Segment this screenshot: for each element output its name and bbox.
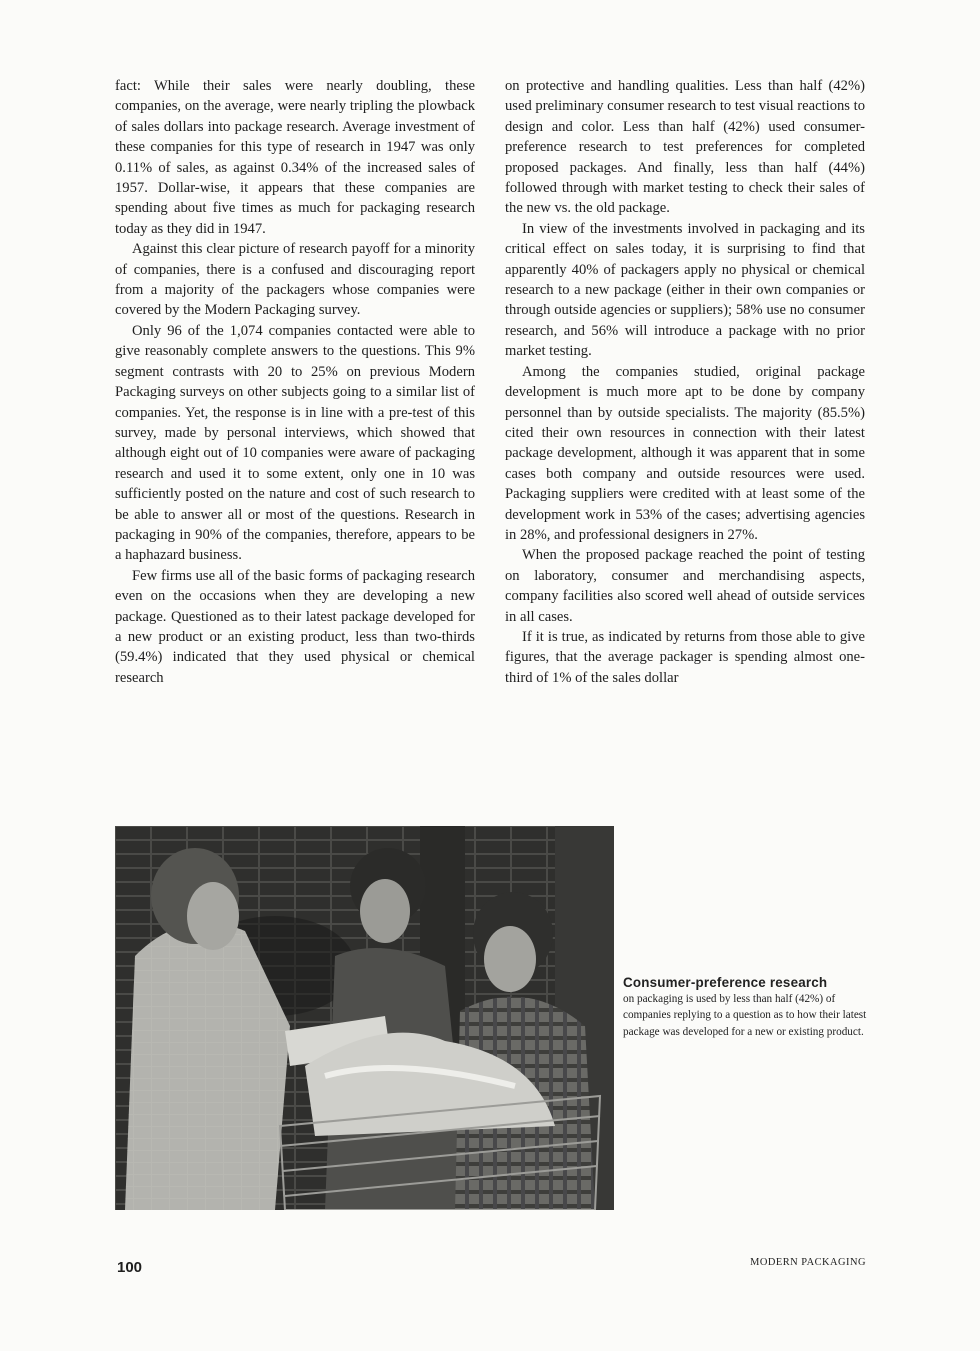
paragraph: When the proposed package reached the point of testing on laboratory, consumer and merchandising aspects, company facilities also scored well ahead of outside services in all cases. — [505, 547, 865, 625]
paragraph: In view of the investments involved in packaging and its critical effect on sales today, it is surprising to find that apparently 40% of packagers apply no physical or chemical research to a new package (either in their own companies or through outside agencies or suppliers); 58% use no consumer research, and 56% will introduce a package with no prior market testing. — [505, 220, 865, 360]
paragraph: fact: While their sales were nearly doubling, these companies, on the average, were nearly tripling the plowback of sales dollars into package research. Average investment of these companies for this type of research in 1947 was only 0.11% of sales, as against 0.34% of the increased sales of 1957. Dollar-wise, it appears that these companies are spending about five times as much for packaging research today as they did in 1947. — [115, 78, 475, 237]
paragraph: Few firms use all of the basic forms of packaging research even on the occasions when they are developing a new package. Questioned as to their latest package developed for a new product or an existing product, less than two-thirds (59.4%) indicated that they used physical or chemical research — [115, 567, 475, 686]
paragraph: Against this clear picture of research payoff for a minority of companies, there is a confused and discouraging report from a majority of the packagers whose companies were covered by the Modern Packaging survey. — [115, 241, 475, 319]
photo-caption — [623, 974, 869, 1040]
caption-title: Consumer-preference research — [623, 975, 828, 990]
publication-name: MODERN PACKAGING — [750, 1257, 866, 1268]
paragraph: Only 96 of the 1,074 companies contacted were able to give reasonably complete answers to the questions. This 9% segment contrasts with 20 to 25% on previous Modern Packaging surveys on other subjects going to a similar list of companies. Yet, the response is in line with a pre-test of this survey, made by personal interviews, which showed that although eight out of 10 companies were aware of packaging research and used it to some extent, only one in 10 was sufficiently posted on the nature and cost of such research to be able to answer all or most of the questions. Research in packaging in 90% of the companies, therefore, appears to be a haphazard business. — [115, 322, 475, 564]
paragraph: on protective and handling qualities. Less than half (42%) used preliminary consumer research to test visual reactions to design and color. Less than half (42%) used consumer-preference research to test preferences for completed proposed packages. And finally, less than half (44%) followed through with market testing to check their sales of the new vs. the old package. — [505, 78, 865, 217]
article-column-left — [115, 76, 475, 688]
article-column-right — [505, 76, 865, 688]
caption-body: on packaging is used by less than half (42%) of companies replying to a question as to how their latest package was developed for a new or existing product. — [623, 993, 867, 1038]
article-photo — [115, 826, 614, 1210]
page-number: 100 — [117, 1259, 143, 1276]
paragraph: If it is true, as indicated by returns from those able to give figures, that the average packager is spending almost one-third of 1% of the sales dollar — [505, 628, 865, 686]
paragraph: Among the companies studied, original package development is much more apt to be done by company personnel than by outside specialists. The majority (85.5%) cited their own resources in connection with their latest package development, although it was apparent that in some cases both company and outside resources were used. Packaging suppliers were credited with at least some of the development work in 53% of the cases; advertising agencies in 28%, and professional designers in 27%. — [505, 363, 865, 543]
